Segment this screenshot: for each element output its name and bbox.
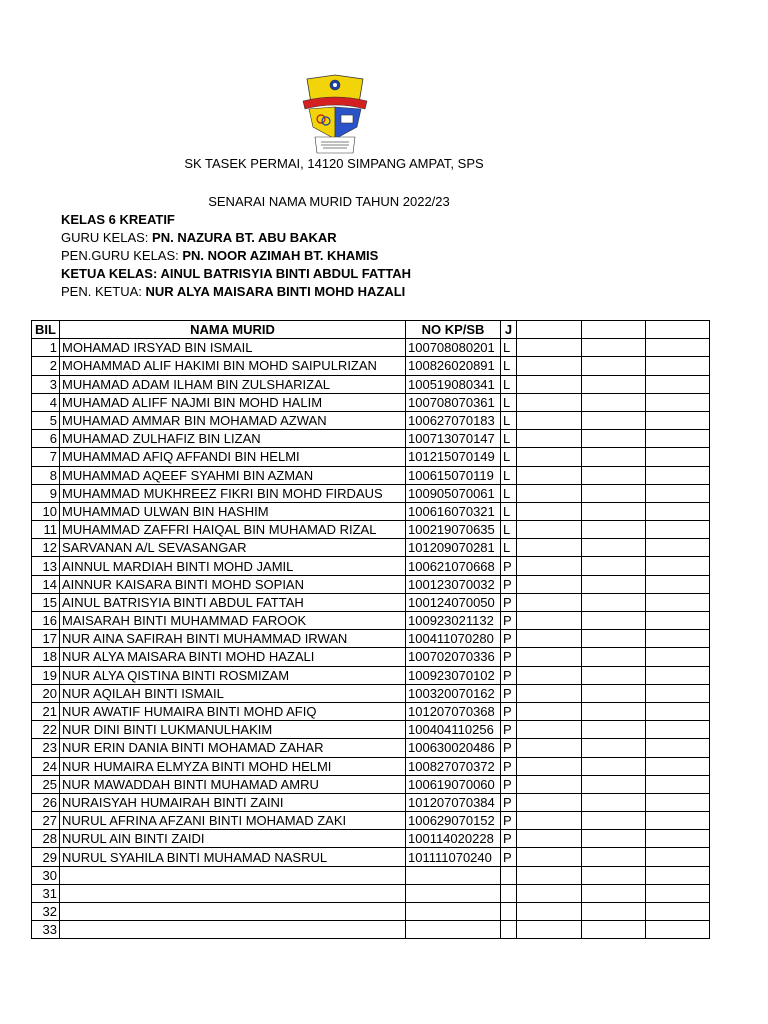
cell-blank (517, 430, 582, 448)
vice-label: PEN. KETUA: (61, 284, 146, 299)
cell-blank (582, 612, 646, 630)
cell-blank (582, 702, 646, 720)
cell-blank (646, 812, 710, 830)
cell-name: NURAISYAH HUMAIRAH BINTI ZAINI (60, 793, 406, 811)
cell-blank (517, 539, 582, 557)
cell-blank (517, 848, 582, 866)
cell-blank (646, 502, 710, 520)
cell-jantina (501, 921, 517, 939)
cell-blank (517, 648, 582, 666)
table-row (32, 484, 710, 502)
cell-jantina: P (501, 775, 517, 793)
cell-jantina: L (501, 393, 517, 411)
table-row (32, 721, 710, 739)
cell-name: MUHAMMAD AQEEF SYAHMI BIN AZMAN (60, 466, 406, 484)
cell-jantina: L (501, 430, 517, 448)
cell-jantina: P (501, 648, 517, 666)
table-row (32, 575, 710, 593)
cell-kp: 100826020891 (406, 357, 501, 375)
cell-bil: 14 (32, 575, 60, 593)
cell-bil: 12 (32, 539, 60, 557)
cell-bil: 15 (32, 593, 60, 611)
cell-blank (517, 903, 582, 921)
table-row (32, 812, 710, 830)
cell-blank (517, 830, 582, 848)
table-row (32, 903, 710, 921)
cell-blank (517, 575, 582, 593)
cell-blank (517, 484, 582, 502)
cell-blank (646, 921, 710, 939)
roster-body (32, 339, 710, 939)
cell-jantina: P (501, 630, 517, 648)
cell-kp: 100923021132 (406, 612, 501, 630)
header-blank-2 (582, 321, 646, 339)
cell-blank (582, 757, 646, 775)
cell-kp: 100630020486 (406, 739, 501, 757)
table-row (32, 539, 710, 557)
cell-bil: 29 (32, 848, 60, 866)
cell-jantina: P (501, 812, 517, 830)
table-row (32, 757, 710, 775)
cell-name: NUR ERIN DANIA BINTI MOHAMAD ZAHAR (60, 739, 406, 757)
table-row (32, 375, 710, 393)
cell-kp (406, 866, 501, 884)
leader-name: AINUL BATRISYIA BINTI ABDUL FATTAH (160, 266, 412, 281)
cell-bil: 21 (32, 702, 60, 720)
cell-blank (582, 466, 646, 484)
cell-bil: 3 (32, 375, 60, 393)
cell-kp: 101111070240 (406, 848, 501, 866)
cell-kp: 100619070060 (406, 775, 501, 793)
cell-blank (646, 411, 710, 429)
cell-blank (517, 466, 582, 484)
class-info (61, 211, 411, 301)
cell-bil: 9 (32, 484, 60, 502)
cell-name: NUR AINA SAFIRAH BINTI MUHAMMAD IRWAN (60, 630, 406, 648)
cell-bil: 18 (32, 648, 60, 666)
cell-blank (646, 557, 710, 575)
cell-blank (517, 502, 582, 520)
cell-bil: 19 (32, 666, 60, 684)
cell-jantina: P (501, 702, 517, 720)
cell-bil: 5 (32, 411, 60, 429)
cell-jantina: P (501, 721, 517, 739)
cell-bil: 11 (32, 521, 60, 539)
cell-name: NUR AWATIF HUMAIRA BINTI MOHD AFIQ (60, 702, 406, 720)
header-no-kp: NO KP/SB (406, 321, 501, 339)
cell-jantina: L (501, 502, 517, 520)
cell-bil: 20 (32, 684, 60, 702)
cell-blank (646, 339, 710, 357)
assistant-label: PEN.GURU KELAS: (61, 248, 183, 263)
table-row (32, 793, 710, 811)
cell-name: MOHAMAD IRSYAD BIN ISMAIL (60, 339, 406, 357)
cell-blank (646, 593, 710, 611)
cell-jantina: P (501, 848, 517, 866)
cell-bil: 2 (32, 357, 60, 375)
cell-kp (406, 921, 501, 939)
cell-blank (582, 575, 646, 593)
cell-blank (582, 848, 646, 866)
table-row (32, 830, 710, 848)
cell-bil: 30 (32, 866, 60, 884)
cell-blank (517, 702, 582, 720)
cell-kp: 100923070102 (406, 666, 501, 684)
cell-bil: 6 (32, 430, 60, 448)
cell-blank (517, 612, 582, 630)
cell-blank (517, 866, 582, 884)
table-row (32, 739, 710, 757)
cell-name: AINNUL MARDIAH BINTI MOHD JAMIL (60, 557, 406, 575)
cell-bil: 31 (32, 884, 60, 902)
cell-name (60, 921, 406, 939)
teacher-label: GURU KELAS: (61, 230, 153, 245)
cell-bil: 32 (32, 903, 60, 921)
cell-jantina: P (501, 557, 517, 575)
cell-blank (646, 393, 710, 411)
table-row (32, 684, 710, 702)
table-row (32, 502, 710, 520)
cell-kp: 100629070152 (406, 812, 501, 830)
cell-bil: 33 (32, 921, 60, 939)
cell-bil: 27 (32, 812, 60, 830)
table-row (32, 393, 710, 411)
cell-bil: 8 (32, 466, 60, 484)
cell-blank (582, 557, 646, 575)
cell-kp: 100124070050 (406, 593, 501, 611)
cell-blank (646, 575, 710, 593)
cell-jantina: L (501, 466, 517, 484)
cell-blank (582, 775, 646, 793)
cell-blank (646, 484, 710, 502)
cell-name: MUHAMMAD ULWAN BIN HASHIM (60, 502, 406, 520)
cell-blank (646, 757, 710, 775)
cell-kp: 100616070321 (406, 502, 501, 520)
cell-name: MUHAMAD ADAM ILHAM BIN ZULSHARIZAL (60, 375, 406, 393)
cell-name (60, 884, 406, 902)
cell-blank (517, 339, 582, 357)
cell-blank (646, 466, 710, 484)
cell-kp: 100320070162 (406, 684, 501, 702)
cell-blank (582, 903, 646, 921)
cell-name: MOHAMMAD ALIF HAKIMI BIN MOHD SAIPULRIZAN (60, 357, 406, 375)
school-crest-icon (299, 73, 371, 159)
cell-jantina (501, 866, 517, 884)
class-name: KELAS 6 KREATIF (61, 212, 175, 227)
cell-bil: 23 (32, 739, 60, 757)
cell-blank (582, 648, 646, 666)
cell-kp: 100114020228 (406, 830, 501, 848)
table-row (32, 411, 710, 429)
table-row (32, 648, 710, 666)
cell-blank (646, 739, 710, 757)
cell-jantina (501, 884, 517, 902)
cell-name: NURUL AIN BINTI ZAIDI (60, 830, 406, 848)
header-bil: BIL (32, 321, 60, 339)
cell-blank (517, 775, 582, 793)
leader-label: KETUA KELAS: (61, 266, 161, 281)
cell-blank (582, 739, 646, 757)
cell-blank (517, 666, 582, 684)
table-row (32, 630, 710, 648)
cell-blank (646, 448, 710, 466)
table-row (32, 884, 710, 902)
cell-blank (517, 411, 582, 429)
header-nama-murid: NAMA MURID (60, 321, 406, 339)
cell-jantina: L (501, 521, 517, 539)
cell-blank (646, 684, 710, 702)
cell-bil: 13 (32, 557, 60, 575)
cell-jantina: P (501, 612, 517, 630)
cell-blank (646, 630, 710, 648)
cell-blank (646, 793, 710, 811)
cell-bil: 4 (32, 393, 60, 411)
cell-blank (517, 448, 582, 466)
teacher-name: PN. NAZURA BT. ABU BAKAR (152, 230, 337, 245)
cell-blank (582, 339, 646, 357)
cell-blank (646, 539, 710, 557)
table-row (32, 848, 710, 866)
cell-kp: 100219070635 (406, 521, 501, 539)
header-blank-3 (646, 321, 710, 339)
cell-jantina: L (501, 357, 517, 375)
table-row (32, 339, 710, 357)
cell-blank (517, 793, 582, 811)
table-row (32, 521, 710, 539)
cell-name: MUHAMMAD AFIQ AFFANDI BIN HELMI (60, 448, 406, 466)
cell-blank (582, 866, 646, 884)
list-title: SENARAI NAMA MURID TAHUN 2022/23 (208, 194, 450, 209)
cell-kp: 100713070147 (406, 430, 501, 448)
cell-bil: 1 (32, 339, 60, 357)
cell-blank (646, 521, 710, 539)
cell-bil: 10 (32, 502, 60, 520)
cell-blank (646, 357, 710, 375)
cell-name: MUHAMMAD MUKHREEZ FIKRI BIN MOHD FIRDAUS (60, 484, 406, 502)
cell-bil: 25 (32, 775, 60, 793)
cell-kp: 100905070061 (406, 484, 501, 502)
cell-kp: 100621070668 (406, 557, 501, 575)
cell-blank (582, 630, 646, 648)
table-row (32, 666, 710, 684)
cell-jantina: L (501, 411, 517, 429)
cell-blank (517, 593, 582, 611)
vice-name: NUR ALYA MAISARA BINTI MOHD HAZALI (145, 284, 406, 299)
cell-name (60, 903, 406, 921)
cell-blank (517, 393, 582, 411)
cell-jantina: L (501, 375, 517, 393)
cell-blank (517, 630, 582, 648)
cell-kp: 100702070336 (406, 648, 501, 666)
cell-name: NURUL SYAHILA BINTI MUHAMAD NASRUL (60, 848, 406, 866)
cell-kp: 100519080341 (406, 375, 501, 393)
cell-blank (646, 666, 710, 684)
table-row (32, 702, 710, 720)
cell-jantina: P (501, 830, 517, 848)
cell-blank (582, 393, 646, 411)
cell-jantina: P (501, 575, 517, 593)
cell-kp: 101207070384 (406, 793, 501, 811)
table-row (32, 775, 710, 793)
cell-bil: 28 (32, 830, 60, 848)
table-row (32, 430, 710, 448)
cell-bil: 24 (32, 757, 60, 775)
cell-blank (582, 812, 646, 830)
header-jantina: J (501, 321, 517, 339)
cell-blank (582, 484, 646, 502)
cell-bil: 22 (32, 721, 60, 739)
cell-kp: 101215070149 (406, 448, 501, 466)
school-name: SK TASEK PERMAI, 14120 SIMPANG AMPAT, SPS (184, 156, 484, 171)
cell-bil: 7 (32, 448, 60, 466)
cell-blank (646, 775, 710, 793)
table-row (32, 557, 710, 575)
cell-name: NUR HUMAIRA ELMYZA BINTI MOHD HELMI (60, 757, 406, 775)
cell-blank (582, 684, 646, 702)
cell-kp (406, 903, 501, 921)
cell-kp: 100411070280 (406, 630, 501, 648)
cell-kp: 100627070183 (406, 411, 501, 429)
cell-kp: 100708080201 (406, 339, 501, 357)
cell-blank (646, 903, 710, 921)
cell-blank (582, 793, 646, 811)
cell-blank (517, 739, 582, 757)
cell-blank (582, 921, 646, 939)
cell-blank (582, 448, 646, 466)
cell-name: MUHAMAD ZULHAFIZ BIN LIZAN (60, 430, 406, 448)
cell-jantina: P (501, 757, 517, 775)
cell-blank (517, 812, 582, 830)
cell-blank (582, 521, 646, 539)
cell-blank (582, 666, 646, 684)
cell-name (60, 866, 406, 884)
cell-kp: 100827070372 (406, 757, 501, 775)
table-row (32, 466, 710, 484)
header-blank-1 (517, 321, 582, 339)
cell-blank (517, 521, 582, 539)
cell-blank (646, 648, 710, 666)
cell-kp: 101207070368 (406, 702, 501, 720)
student-roster-table (31, 320, 710, 939)
cell-blank (646, 866, 710, 884)
cell-jantina: P (501, 684, 517, 702)
cell-jantina: L (501, 448, 517, 466)
cell-blank (646, 430, 710, 448)
cell-blank (582, 830, 646, 848)
cell-blank (646, 702, 710, 720)
assistant-name: PN. NOOR AZIMAH BT. KHAMIS (182, 248, 379, 263)
school-logo (299, 73, 371, 159)
cell-name: SARVANAN A/L SEVASANGAR (60, 539, 406, 557)
cell-blank (582, 375, 646, 393)
cell-blank (582, 539, 646, 557)
cell-name: NUR ALYA MAISARA BINTI MOHD HAZALI (60, 648, 406, 666)
cell-blank (646, 721, 710, 739)
cell-jantina: P (501, 739, 517, 757)
cell-name: MUHAMMAD ZAFFRI HAIQAL BIN MUHAMAD RIZAL (60, 521, 406, 539)
cell-name: AINUL BATRISYIA BINTI ABDUL FATTAH (60, 593, 406, 611)
cell-kp: 100615070119 (406, 466, 501, 484)
cell-bil: 26 (32, 793, 60, 811)
cell-blank (517, 557, 582, 575)
cell-kp (406, 884, 501, 902)
cell-jantina: P (501, 593, 517, 611)
cell-jantina: P (501, 793, 517, 811)
cell-blank (582, 357, 646, 375)
table-row (32, 612, 710, 630)
cell-blank (582, 593, 646, 611)
cell-blank (517, 721, 582, 739)
cell-blank (582, 430, 646, 448)
table-header-row (32, 321, 710, 339)
cell-jantina: L (501, 484, 517, 502)
cell-jantina: P (501, 666, 517, 684)
cell-name: NUR MAWADDAH BINTI MUHAMAD AMRU (60, 775, 406, 793)
cell-kp: 100123070032 (406, 575, 501, 593)
cell-name: MUHAMAD AMMAR BIN MOHAMAD AZWAN (60, 411, 406, 429)
cell-name: MAISARAH BINTI MUHAMMAD FAROOK (60, 612, 406, 630)
cell-blank (517, 375, 582, 393)
cell-name: NUR ALYA QISTINA BINTI ROSMIZAM (60, 666, 406, 684)
cell-jantina: L (501, 539, 517, 557)
cell-blank (646, 375, 710, 393)
table-row (32, 866, 710, 884)
cell-kp: 100708070361 (406, 393, 501, 411)
cell-blank (582, 721, 646, 739)
cell-blank (582, 502, 646, 520)
cell-blank (582, 884, 646, 902)
table-row (32, 593, 710, 611)
cell-name: MUHAMAD ALIFF NAJMI BIN MOHD HALIM (60, 393, 406, 411)
table-row (32, 357, 710, 375)
cell-bil: 16 (32, 612, 60, 630)
cell-blank (646, 830, 710, 848)
cell-bil: 17 (32, 630, 60, 648)
cell-jantina (501, 903, 517, 921)
cell-blank (582, 411, 646, 429)
cell-blank (646, 612, 710, 630)
table-row (32, 921, 710, 939)
cell-blank (646, 848, 710, 866)
cell-kp: 100404110256 (406, 721, 501, 739)
cell-blank (517, 684, 582, 702)
cell-blank (517, 357, 582, 375)
cell-name: NUR AQILAH BINTI ISMAIL (60, 684, 406, 702)
cell-blank (517, 884, 582, 902)
cell-jantina: L (501, 339, 517, 357)
cell-blank (517, 921, 582, 939)
cell-name: AINNUR KAISARA BINTI MOHD SOPIAN (60, 575, 406, 593)
table-row (32, 448, 710, 466)
cell-name: NUR DINI BINTI LUKMANULHAKIM (60, 721, 406, 739)
cell-blank (517, 757, 582, 775)
cell-blank (646, 884, 710, 902)
cell-kp: 101209070281 (406, 539, 501, 557)
cell-name: NURUL AFRINA AFZANI BINTI MOHAMAD ZAKI (60, 812, 406, 830)
